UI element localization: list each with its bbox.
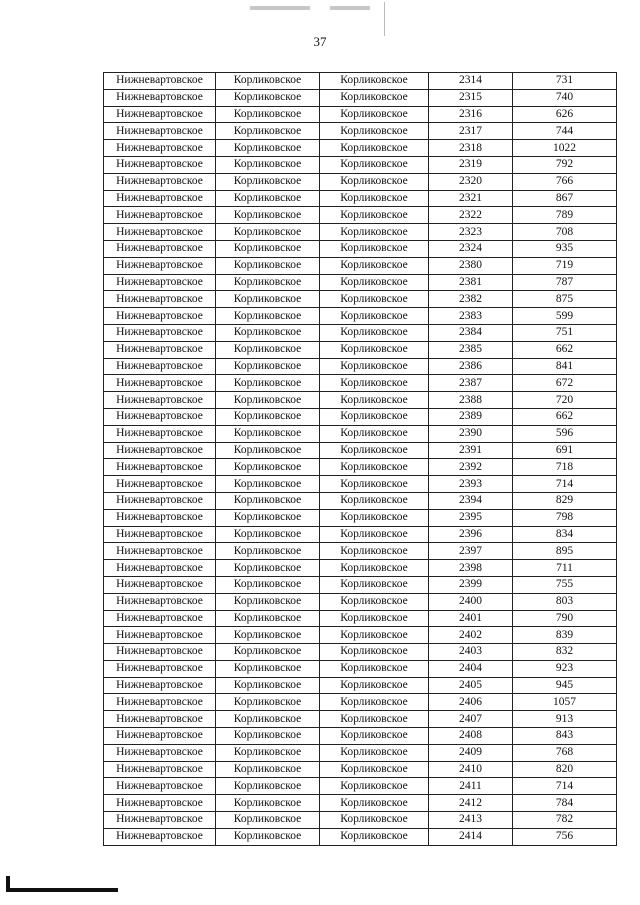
- table-row: [104, 274, 617, 291]
- table-row: [104, 543, 617, 560]
- region-cell: Нижневартовское: [104, 392, 216, 409]
- table-row: [104, 711, 617, 728]
- field-cell: Корликовское: [320, 375, 429, 392]
- field-cell: Корликовское: [320, 207, 429, 224]
- value-cell: 935: [513, 240, 617, 257]
- field-cell: Корликовское: [320, 291, 429, 308]
- table-row: [104, 358, 617, 375]
- license-area-cell: Корликовское: [216, 711, 320, 728]
- region-cell: Нижневартовское: [104, 425, 216, 442]
- well-number-cell: 2399: [429, 576, 513, 593]
- license-area-cell: Корликовское: [216, 526, 320, 543]
- field-cell: Корликовское: [320, 560, 429, 577]
- value-cell: 832: [513, 644, 617, 661]
- well-number-cell: 2404: [429, 660, 513, 677]
- field-cell: Корликовское: [320, 173, 429, 190]
- well-number-cell: 2383: [429, 308, 513, 325]
- field-cell: Корликовское: [320, 711, 429, 728]
- region-cell: Нижневартовское: [104, 660, 216, 677]
- well-number-cell: 2321: [429, 190, 513, 207]
- well-number-cell: 2394: [429, 492, 513, 509]
- license-area-cell: Корликовское: [216, 190, 320, 207]
- value-cell: 803: [513, 593, 617, 610]
- license-area-cell: Корликовское: [216, 324, 320, 341]
- scan-artifact: [6, 888, 118, 892]
- license-area-cell: Корликовское: [216, 492, 320, 509]
- field-cell: Корликовское: [320, 106, 429, 123]
- field-cell: Корликовское: [320, 492, 429, 509]
- value-cell: 1057: [513, 694, 617, 711]
- table-row: [104, 593, 617, 610]
- well-number-cell: 2403: [429, 644, 513, 661]
- value-cell: 784: [513, 795, 617, 812]
- license-area-cell: Корликовское: [216, 89, 320, 106]
- license-area-cell: Корликовское: [216, 207, 320, 224]
- well-number-cell: 2396: [429, 526, 513, 543]
- region-cell: Нижневартовское: [104, 509, 216, 526]
- table-row: [104, 425, 617, 442]
- license-area-cell: Корликовское: [216, 224, 320, 241]
- field-cell: Корликовское: [320, 89, 429, 106]
- well-number-cell: 2384: [429, 324, 513, 341]
- well-number-cell: 2381: [429, 274, 513, 291]
- table-row: [104, 560, 617, 577]
- value-cell: 834: [513, 526, 617, 543]
- well-number-cell: 2319: [429, 156, 513, 173]
- well-number-cell: 2389: [429, 408, 513, 425]
- value-cell: 662: [513, 408, 617, 425]
- region-cell: Нижневартовское: [104, 610, 216, 627]
- license-area-cell: Корликовское: [216, 761, 320, 778]
- region-cell: Нижневартовское: [104, 408, 216, 425]
- well-number-cell: 2315: [429, 89, 513, 106]
- table-row: [104, 812, 617, 829]
- well-number-cell: 2317: [429, 123, 513, 140]
- well-number-cell: 2391: [429, 442, 513, 459]
- region-cell: Нижневартовское: [104, 526, 216, 543]
- table-row: [104, 224, 617, 241]
- region-cell: Нижневартовское: [104, 560, 216, 577]
- table-row: [104, 795, 617, 812]
- table-row: [104, 291, 617, 308]
- table-row: [104, 123, 617, 140]
- region-cell: Нижневартовское: [104, 240, 216, 257]
- region-cell: Нижневартовское: [104, 543, 216, 560]
- field-cell: Корликовское: [320, 728, 429, 745]
- well-number-cell: 2322: [429, 207, 513, 224]
- table-row: [104, 644, 617, 661]
- field-cell: Корликовское: [320, 408, 429, 425]
- license-area-cell: Корликовское: [216, 240, 320, 257]
- table-row: [104, 207, 617, 224]
- value-cell: 1022: [513, 140, 617, 157]
- region-cell: Нижневартовское: [104, 744, 216, 761]
- table-row: [104, 156, 617, 173]
- value-cell: 599: [513, 308, 617, 325]
- value-cell: 782: [513, 812, 617, 829]
- region-cell: Нижневартовское: [104, 711, 216, 728]
- table-row: [104, 526, 617, 543]
- value-cell: 756: [513, 828, 617, 845]
- value-cell: 731: [513, 73, 617, 90]
- well-number-cell: 2405: [429, 677, 513, 694]
- region-cell: Нижневартовское: [104, 308, 216, 325]
- region-cell: Нижневартовское: [104, 476, 216, 493]
- region-cell: Нижневартовское: [104, 73, 216, 90]
- well-number-cell: 2409: [429, 744, 513, 761]
- value-cell: 945: [513, 677, 617, 694]
- region-cell: Нижневартовское: [104, 812, 216, 829]
- well-number-cell: 2380: [429, 257, 513, 274]
- value-cell: 841: [513, 358, 617, 375]
- value-cell: 626: [513, 106, 617, 123]
- field-cell: Корликовское: [320, 795, 429, 812]
- value-cell: 744: [513, 123, 617, 140]
- value-cell: 755: [513, 576, 617, 593]
- field-cell: Корликовское: [320, 576, 429, 593]
- field-cell: Корликовское: [320, 240, 429, 257]
- value-cell: 820: [513, 761, 617, 778]
- table-row: [104, 677, 617, 694]
- license-area-cell: Корликовское: [216, 627, 320, 644]
- value-cell: 913: [513, 711, 617, 728]
- table-row: [104, 257, 617, 274]
- value-cell: 718: [513, 459, 617, 476]
- table-row: [104, 627, 617, 644]
- region-cell: Нижневартовское: [104, 795, 216, 812]
- license-area-cell: Корликовское: [216, 140, 320, 157]
- well-number-cell: 2393: [429, 476, 513, 493]
- table-row: [104, 73, 617, 90]
- table-row: [104, 660, 617, 677]
- table-row: [104, 173, 617, 190]
- well-number-cell: 2402: [429, 627, 513, 644]
- license-area-cell: Корликовское: [216, 576, 320, 593]
- well-number-cell: 2397: [429, 543, 513, 560]
- license-area-cell: Корликовское: [216, 677, 320, 694]
- license-area-cell: Корликовское: [216, 274, 320, 291]
- table-row: [104, 610, 617, 627]
- license-area-cell: Корликовское: [216, 795, 320, 812]
- well-number-cell: 2382: [429, 291, 513, 308]
- field-cell: Корликовское: [320, 694, 429, 711]
- region-cell: Нижневартовское: [104, 627, 216, 644]
- well-number-cell: 2395: [429, 509, 513, 526]
- region-cell: Нижневартовское: [104, 291, 216, 308]
- license-area-cell: Корликовское: [216, 425, 320, 442]
- license-area-cell: Корликовское: [216, 257, 320, 274]
- region-cell: Нижневартовское: [104, 375, 216, 392]
- field-cell: Корликовское: [320, 140, 429, 157]
- table-row: [104, 408, 617, 425]
- page-number: 37: [313, 34, 327, 49]
- field-cell: Корликовское: [320, 190, 429, 207]
- well-number-cell: 2386: [429, 358, 513, 375]
- license-area-cell: Корликовское: [216, 828, 320, 845]
- license-area-cell: Корликовское: [216, 728, 320, 745]
- value-cell: 843: [513, 728, 617, 745]
- value-cell: 672: [513, 375, 617, 392]
- license-area-cell: Корликовское: [216, 123, 320, 140]
- region-cell: Нижневартовское: [104, 358, 216, 375]
- region-cell: Нижневартовское: [104, 778, 216, 795]
- region-cell: Нижневартовское: [104, 207, 216, 224]
- table-row: [104, 459, 617, 476]
- well-number-cell: 2398: [429, 560, 513, 577]
- table-row: [104, 190, 617, 207]
- license-area-cell: Корликовское: [216, 543, 320, 560]
- license-area-cell: Корликовское: [216, 375, 320, 392]
- well-number-cell: 2400: [429, 593, 513, 610]
- value-cell: 867: [513, 190, 617, 207]
- region-cell: Нижневартовское: [104, 459, 216, 476]
- table-row: [104, 140, 617, 157]
- field-cell: Корликовское: [320, 341, 429, 358]
- field-cell: Корликовское: [320, 358, 429, 375]
- license-area-cell: Корликовское: [216, 476, 320, 493]
- field-cell: Корликовское: [320, 526, 429, 543]
- table-row: [104, 828, 617, 845]
- license-area-cell: Корликовское: [216, 744, 320, 761]
- license-area-cell: Корликовское: [216, 358, 320, 375]
- table-row: [104, 375, 617, 392]
- table-row: [104, 89, 617, 106]
- field-cell: Корликовское: [320, 744, 429, 761]
- region-cell: Нижневартовское: [104, 828, 216, 845]
- field-cell: Корликовское: [320, 442, 429, 459]
- license-area-cell: Корликовское: [216, 509, 320, 526]
- license-area-cell: Корликовское: [216, 812, 320, 829]
- field-cell: Корликовское: [320, 543, 429, 560]
- well-number-cell: 2390: [429, 425, 513, 442]
- region-cell: Нижневартовское: [104, 89, 216, 106]
- region-cell: Нижневартовское: [104, 173, 216, 190]
- value-cell: 720: [513, 392, 617, 409]
- field-cell: Корликовское: [320, 123, 429, 140]
- field-cell: Корликовское: [320, 274, 429, 291]
- well-number-cell: 2414: [429, 828, 513, 845]
- value-cell: 895: [513, 543, 617, 560]
- data-table: [103, 72, 617, 846]
- well-number-cell: 2408: [429, 728, 513, 745]
- region-cell: Нижневартовское: [104, 190, 216, 207]
- table-row: [104, 392, 617, 409]
- table-row: [104, 341, 617, 358]
- license-area-cell: Корликовское: [216, 341, 320, 358]
- table-row: [104, 492, 617, 509]
- well-number-cell: 2412: [429, 795, 513, 812]
- scan-artifact: [330, 6, 370, 10]
- table-row: [104, 509, 617, 526]
- region-cell: Нижневартовское: [104, 728, 216, 745]
- table-row: [104, 240, 617, 257]
- well-number-cell: 2411: [429, 778, 513, 795]
- license-area-cell: Корликовское: [216, 660, 320, 677]
- field-cell: Корликовское: [320, 425, 429, 442]
- value-cell: 714: [513, 778, 617, 795]
- value-cell: 596: [513, 425, 617, 442]
- region-cell: Нижневартовское: [104, 761, 216, 778]
- region-cell: Нижневартовское: [104, 324, 216, 341]
- field-cell: Корликовское: [320, 812, 429, 829]
- field-cell: Корликовское: [320, 778, 429, 795]
- region-cell: Нижневартовское: [104, 644, 216, 661]
- table-row: [104, 442, 617, 459]
- region-cell: Нижневартовское: [104, 156, 216, 173]
- license-area-cell: Корликовское: [216, 694, 320, 711]
- table-row: [104, 476, 617, 493]
- region-cell: Нижневартовское: [104, 341, 216, 358]
- license-area-cell: Корликовское: [216, 778, 320, 795]
- field-cell: Корликовское: [320, 476, 429, 493]
- region-cell: Нижневартовское: [104, 593, 216, 610]
- field-cell: Корликовское: [320, 509, 429, 526]
- license-area-cell: Корликовское: [216, 644, 320, 661]
- value-cell: 787: [513, 274, 617, 291]
- license-area-cell: Корликовское: [216, 173, 320, 190]
- value-cell: 839: [513, 627, 617, 644]
- table-row: [104, 778, 617, 795]
- field-cell: Корликовское: [320, 828, 429, 845]
- field-cell: Корликовское: [320, 257, 429, 274]
- region-cell: Нижневартовское: [104, 492, 216, 509]
- value-cell: 768: [513, 744, 617, 761]
- region-cell: Нижневартовское: [104, 123, 216, 140]
- license-area-cell: Корликовское: [216, 106, 320, 123]
- value-cell: 790: [513, 610, 617, 627]
- well-number-cell: 2392: [429, 459, 513, 476]
- value-cell: 708: [513, 224, 617, 241]
- field-cell: Корликовское: [320, 459, 429, 476]
- table-row: [104, 324, 617, 341]
- license-area-cell: Корликовское: [216, 156, 320, 173]
- region-cell: Нижневартовское: [104, 224, 216, 241]
- field-cell: Корликовское: [320, 308, 429, 325]
- license-area-cell: Корликовское: [216, 560, 320, 577]
- value-cell: 923: [513, 660, 617, 677]
- field-cell: Корликовское: [320, 324, 429, 341]
- table-row: [104, 728, 617, 745]
- well-number-cell: 2413: [429, 812, 513, 829]
- region-cell: Нижневартовское: [104, 677, 216, 694]
- table-row: [104, 308, 617, 325]
- table-row: [104, 744, 617, 761]
- well-number-cell: 2385: [429, 341, 513, 358]
- well-number-cell: 2323: [429, 224, 513, 241]
- field-cell: Корликовское: [320, 156, 429, 173]
- data-table-container: [103, 72, 616, 846]
- region-cell: Нижневартовское: [104, 442, 216, 459]
- scan-artifact: [250, 6, 310, 10]
- table-body: [104, 73, 617, 846]
- well-number-cell: 2406: [429, 694, 513, 711]
- field-cell: Корликовское: [320, 392, 429, 409]
- license-area-cell: Корликовское: [216, 291, 320, 308]
- field-cell: Корликовское: [320, 660, 429, 677]
- value-cell: 792: [513, 156, 617, 173]
- license-area-cell: Корликовское: [216, 408, 320, 425]
- well-number-cell: 2388: [429, 392, 513, 409]
- value-cell: 740: [513, 89, 617, 106]
- table-row: [104, 694, 617, 711]
- value-cell: 751: [513, 324, 617, 341]
- field-cell: Корликовское: [320, 73, 429, 90]
- field-cell: Корликовское: [320, 644, 429, 661]
- table-row: [104, 761, 617, 778]
- well-number-cell: 2401: [429, 610, 513, 627]
- license-area-cell: Корликовское: [216, 73, 320, 90]
- field-cell: Корликовское: [320, 761, 429, 778]
- well-number-cell: 2320: [429, 173, 513, 190]
- value-cell: 875: [513, 291, 617, 308]
- value-cell: 766: [513, 173, 617, 190]
- region-cell: Нижневартовское: [104, 576, 216, 593]
- table-row: [104, 106, 617, 123]
- license-area-cell: Корликовское: [216, 308, 320, 325]
- well-number-cell: 2387: [429, 375, 513, 392]
- field-cell: Корликовское: [320, 610, 429, 627]
- license-area-cell: Корликовское: [216, 392, 320, 409]
- field-cell: Корликовское: [320, 593, 429, 610]
- field-cell: Корликовское: [320, 627, 429, 644]
- value-cell: 798: [513, 509, 617, 526]
- value-cell: 829: [513, 492, 617, 509]
- well-number-cell: 2316: [429, 106, 513, 123]
- well-number-cell: 2314: [429, 73, 513, 90]
- value-cell: 714: [513, 476, 617, 493]
- value-cell: 691: [513, 442, 617, 459]
- value-cell: 719: [513, 257, 617, 274]
- region-cell: Нижневартовское: [104, 274, 216, 291]
- region-cell: Нижневартовское: [104, 106, 216, 123]
- well-number-cell: 2324: [429, 240, 513, 257]
- region-cell: Нижневартовское: [104, 694, 216, 711]
- license-area-cell: Корликовское: [216, 610, 320, 627]
- field-cell: Корликовское: [320, 224, 429, 241]
- scan-artifact: [384, 2, 385, 36]
- license-area-cell: Корликовское: [216, 459, 320, 476]
- value-cell: 711: [513, 560, 617, 577]
- license-area-cell: Корликовское: [216, 442, 320, 459]
- field-cell: Корликовское: [320, 677, 429, 694]
- well-number-cell: 2318: [429, 140, 513, 157]
- value-cell: 662: [513, 341, 617, 358]
- license-area-cell: Корликовское: [216, 593, 320, 610]
- well-number-cell: 2407: [429, 711, 513, 728]
- region-cell: Нижневартовское: [104, 140, 216, 157]
- table-row: [104, 576, 617, 593]
- well-number-cell: 2410: [429, 761, 513, 778]
- region-cell: Нижневартовское: [104, 257, 216, 274]
- value-cell: 789: [513, 207, 617, 224]
